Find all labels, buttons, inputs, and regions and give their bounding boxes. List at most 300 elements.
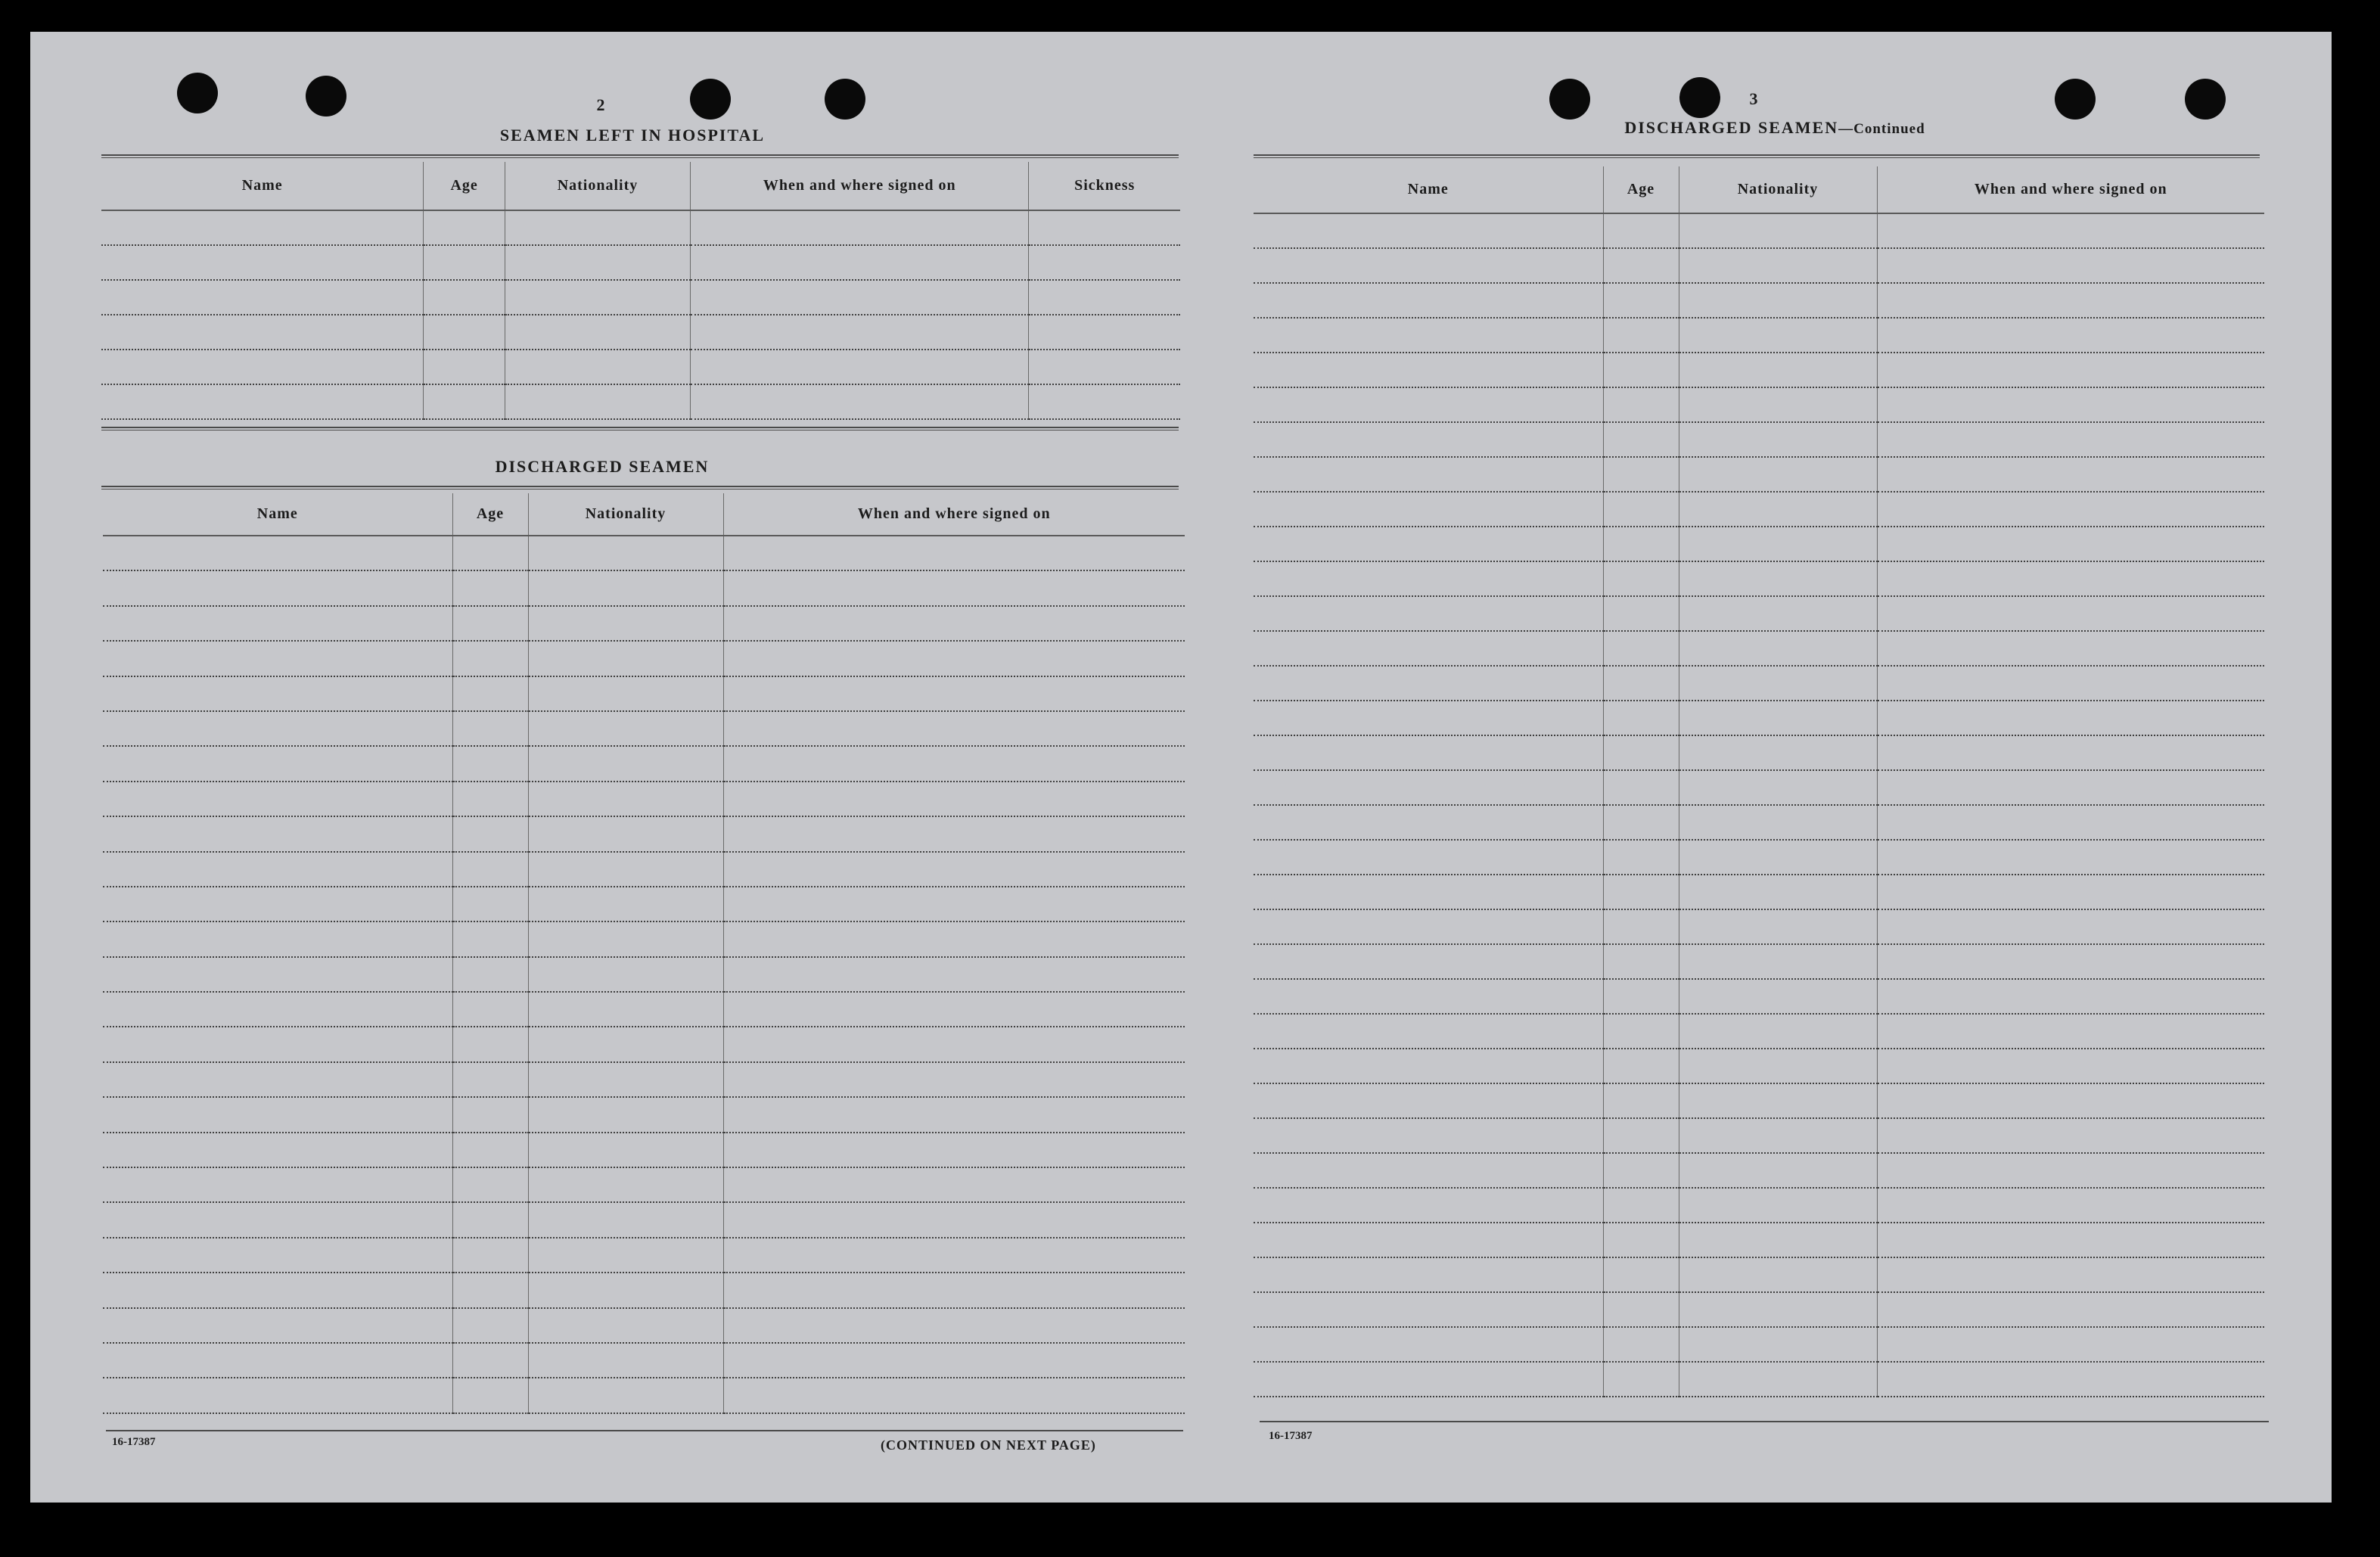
discharged-table-continued: [1254, 166, 2264, 1397]
cell-signed-on[interactable]: [723, 1238, 1185, 1273]
cell-name[interactable]: [103, 1062, 452, 1097]
cell-signed-on[interactable]: [723, 570, 1185, 605]
cell-name[interactable]: [1254, 1083, 1603, 1118]
cell-name[interactable]: [1254, 1292, 1603, 1327]
cell-signed-on[interactable]: [691, 210, 1029, 245]
cell-age[interactable]: [1603, 701, 1679, 735]
cell-age[interactable]: [1603, 353, 1679, 387]
cell-name[interactable]: [103, 1308, 452, 1343]
cell-age[interactable]: [424, 384, 505, 419]
cell-nationality[interactable]: [1679, 1014, 1877, 1049]
cell-sickness[interactable]: [1029, 210, 1180, 245]
cell-nationality[interactable]: [528, 1378, 723, 1412]
cell-signed-on[interactable]: [723, 641, 1185, 676]
table-row: [103, 1273, 1185, 1307]
cell-age[interactable]: [452, 536, 528, 570]
cell-age[interactable]: [452, 1378, 528, 1412]
cell-name[interactable]: [1254, 735, 1603, 770]
cell-nationality[interactable]: [1679, 422, 1877, 457]
table-row: [1254, 561, 2264, 596]
cell-name[interactable]: [103, 1167, 452, 1202]
cell-age[interactable]: [1603, 1014, 1679, 1049]
cell-signed-on[interactable]: [691, 280, 1029, 315]
table-row: [1254, 457, 2264, 492]
cell-name[interactable]: [101, 350, 424, 384]
cell-age[interactable]: [452, 1343, 528, 1378]
cell-age[interactable]: [452, 641, 528, 676]
cell-nationality[interactable]: [528, 992, 723, 1027]
cell-name[interactable]: [1254, 353, 1603, 387]
table-row: [103, 1133, 1185, 1167]
cell-age[interactable]: [452, 1308, 528, 1343]
cell-signed-on[interactable]: [723, 536, 1185, 570]
cell-nationality[interactable]: [528, 1343, 723, 1378]
cell-age[interactable]: [1603, 735, 1679, 770]
cell-name[interactable]: [103, 957, 452, 992]
cell-nationality[interactable]: [528, 606, 723, 641]
cell-age[interactable]: [452, 1202, 528, 1237]
cell-nationality[interactable]: [1679, 387, 1877, 422]
cell-age[interactable]: [1603, 1292, 1679, 1327]
cell-signed-on[interactable]: [1877, 561, 2264, 596]
cell-nationality[interactable]: [505, 384, 690, 419]
cell-nationality[interactable]: [528, 887, 723, 921]
cell-name[interactable]: [1254, 631, 1603, 666]
cell-signed-on[interactable]: [1877, 875, 2264, 909]
cell-age[interactable]: [452, 921, 528, 956]
table-row: [1254, 1327, 2264, 1362]
cell-signed-on[interactable]: [1877, 840, 2264, 875]
cell-age[interactable]: [452, 992, 528, 1027]
cell-nationality[interactable]: [1679, 735, 1877, 770]
cell-signed-on[interactable]: [723, 887, 1185, 921]
cell-name[interactable]: [103, 782, 452, 816]
cell-nationality[interactable]: [528, 711, 723, 746]
cell-age[interactable]: [1603, 1153, 1679, 1188]
column-header-signed-on: When and where signed on: [691, 162, 1029, 210]
cell-signed-on[interactable]: [1877, 422, 2264, 457]
table-row: [1254, 840, 2264, 875]
cell-nationality[interactable]: [505, 315, 690, 350]
cell-signed-on[interactable]: [723, 1273, 1185, 1307]
cell-age[interactable]: [1603, 909, 1679, 944]
cell-sickness[interactable]: [1029, 384, 1180, 419]
cell-name[interactable]: [103, 711, 452, 746]
table-row: [1254, 979, 2264, 1014]
cell-age[interactable]: [424, 280, 505, 315]
cell-age[interactable]: [1603, 666, 1679, 701]
cell-sickness[interactable]: [1029, 280, 1180, 315]
cell-name[interactable]: [103, 1238, 452, 1273]
cell-signed-on[interactable]: [1877, 1014, 2264, 1049]
cell-name[interactable]: [103, 676, 452, 711]
cell-age[interactable]: [452, 570, 528, 605]
cell-age[interactable]: [452, 1167, 528, 1202]
cell-age[interactable]: [424, 245, 505, 280]
cell-nationality[interactable]: [528, 1308, 723, 1343]
cell-nationality[interactable]: [505, 280, 690, 315]
cell-nationality[interactable]: [1679, 248, 1877, 283]
cell-age[interactable]: [424, 350, 505, 384]
cell-name[interactable]: [103, 641, 452, 676]
cell-nationality[interactable]: [528, 570, 723, 605]
cell-name[interactable]: [1254, 561, 1603, 596]
cell-nationality[interactable]: [528, 957, 723, 992]
table-row: [1254, 1014, 2264, 1049]
cell-nationality[interactable]: [1679, 840, 1877, 875]
table-row: [1254, 318, 2264, 353]
cell-age[interactable]: [1603, 318, 1679, 353]
cell-age[interactable]: [452, 1027, 528, 1061]
cell-signed-on[interactable]: [723, 606, 1185, 641]
cell-signed-on[interactable]: [1877, 492, 2264, 527]
cell-name[interactable]: [103, 1202, 452, 1237]
cell-nationality[interactable]: [528, 1133, 723, 1167]
cell-signed-on[interactable]: [1877, 1362, 2264, 1397]
bottom-rule: [106, 1430, 1183, 1431]
cell-nationality[interactable]: [528, 746, 723, 781]
cell-nationality[interactable]: [1679, 1257, 1877, 1292]
cell-signed-on[interactable]: [723, 992, 1185, 1027]
discharged-continued-title: [1510, 118, 2040, 138]
cell-age[interactable]: [1603, 631, 1679, 666]
cell-age[interactable]: [452, 1062, 528, 1097]
cell-name[interactable]: [1254, 1049, 1603, 1083]
cell-age[interactable]: [1603, 1049, 1679, 1083]
cell-nationality[interactable]: [1679, 1153, 1877, 1188]
table-row: [101, 350, 1180, 384]
cell-name[interactable]: [103, 570, 452, 605]
cell-nationality[interactable]: [528, 1027, 723, 1061]
cell-age[interactable]: [1603, 944, 1679, 979]
cell-signed-on[interactable]: [1877, 770, 2264, 805]
cell-signed-on[interactable]: [723, 852, 1185, 887]
cell-nationality[interactable]: [1679, 979, 1877, 1014]
cell-name[interactable]: [103, 1133, 452, 1167]
cell-signed-on[interactable]: [1877, 1153, 2264, 1188]
table-row: [1254, 1257, 2264, 1292]
cell-signed-on[interactable]: [1877, 666, 2264, 701]
cell-age[interactable]: [1603, 283, 1679, 318]
cell-name[interactable]: [103, 1378, 452, 1412]
cell-age[interactable]: [1603, 770, 1679, 805]
table-row: [103, 606, 1185, 641]
cell-signed-on[interactable]: [723, 1027, 1185, 1061]
cell-nationality[interactable]: [1679, 213, 1877, 248]
cell-age[interactable]: [452, 606, 528, 641]
cell-age[interactable]: [424, 315, 505, 350]
cell-signed-on[interactable]: [723, 676, 1185, 711]
cell-signed-on[interactable]: [691, 384, 1029, 419]
cell-signed-on[interactable]: [1877, 1292, 2264, 1327]
cell-age[interactable]: [1603, 1188, 1679, 1223]
cell-signed-on[interactable]: [1877, 735, 2264, 770]
cell-nationality[interactable]: [1679, 318, 1877, 353]
table-row: [103, 1027, 1185, 1061]
cell-signed-on[interactable]: [1877, 527, 2264, 561]
cell-name[interactable]: [1254, 701, 1603, 735]
cell-name[interactable]: [103, 1027, 452, 1061]
cell-age[interactable]: [452, 1133, 528, 1167]
cell-age[interactable]: [452, 1238, 528, 1273]
table-row: [103, 1238, 1185, 1273]
cell-signed-on[interactable]: [1877, 387, 2264, 422]
cell-nationality[interactable]: [1679, 666, 1877, 701]
cell-age[interactable]: [452, 676, 528, 711]
cell-signed-on[interactable]: [723, 746, 1185, 781]
cell-signed-on[interactable]: [1877, 283, 2264, 318]
cell-name[interactable]: [103, 1273, 452, 1307]
cell-name[interactable]: [103, 536, 452, 570]
cell-nationality[interactable]: [1679, 1049, 1877, 1083]
cell-nationality[interactable]: [528, 1062, 723, 1097]
cell-nationality[interactable]: [1679, 701, 1877, 735]
cell-signed-on[interactable]: [723, 1202, 1185, 1237]
cell-nationality[interactable]: [1679, 527, 1877, 561]
cell-signed-on[interactable]: [723, 1308, 1185, 1343]
cell-sickness[interactable]: [1029, 315, 1180, 350]
cell-signed-on[interactable]: [723, 782, 1185, 816]
cell-age[interactable]: [1603, 1118, 1679, 1153]
cell-signed-on[interactable]: [691, 315, 1029, 350]
cell-nationality[interactable]: [1679, 457, 1877, 492]
cell-age[interactable]: [452, 957, 528, 992]
cell-nationality[interactable]: [1679, 631, 1877, 666]
cell-nationality[interactable]: [1679, 492, 1877, 527]
cell-signed-on[interactable]: [1877, 1083, 2264, 1118]
cell-age[interactable]: [424, 210, 505, 245]
cell-age[interactable]: [1603, 840, 1679, 875]
cell-nationality[interactable]: [528, 641, 723, 676]
cell-name[interactable]: [1254, 1257, 1603, 1292]
cell-age[interactable]: [1603, 1362, 1679, 1397]
cell-sickness[interactable]: [1029, 245, 1180, 280]
ledger-sheet: [30, 32, 2332, 1503]
cell-signed-on[interactable]: [1877, 1223, 2264, 1257]
cell-signed-on[interactable]: [723, 1062, 1185, 1097]
cell-nationality[interactable]: [1679, 1362, 1877, 1397]
cell-age[interactable]: [1603, 1223, 1679, 1257]
title-double-rule: [101, 154, 1179, 158]
cell-signed-on[interactable]: [1877, 248, 2264, 283]
cell-name[interactable]: [1254, 840, 1603, 875]
cell-name[interactable]: [1254, 770, 1603, 805]
cell-age[interactable]: [1603, 527, 1679, 561]
cell-age[interactable]: [1603, 979, 1679, 1014]
table-row: [1254, 353, 2264, 387]
cell-name[interactable]: [103, 1097, 452, 1132]
cell-nationality[interactable]: [528, 852, 723, 887]
cell-name[interactable]: [101, 384, 424, 419]
cell-signed-on[interactable]: [1877, 353, 2264, 387]
cell-age[interactable]: [1603, 596, 1679, 631]
cell-nationality[interactable]: [528, 782, 723, 816]
cell-age[interactable]: [1603, 805, 1679, 840]
cell-name[interactable]: [1254, 875, 1603, 909]
cell-signed-on[interactable]: [1877, 596, 2264, 631]
cell-name[interactable]: [1254, 422, 1603, 457]
cell-nationality[interactable]: [505, 350, 690, 384]
cell-name[interactable]: [1254, 283, 1603, 318]
cell-nationality[interactable]: [1679, 1223, 1877, 1257]
cell-name[interactable]: [103, 887, 452, 921]
table-row: [1254, 1153, 2264, 1188]
cell-age[interactable]: [1603, 457, 1679, 492]
cell-name[interactable]: [1254, 527, 1603, 561]
cell-nationality[interactable]: [1679, 875, 1877, 909]
cell-signed-on[interactable]: [723, 1167, 1185, 1202]
cell-nationality[interactable]: [1679, 283, 1877, 318]
cell-name[interactable]: [1254, 805, 1603, 840]
cell-age[interactable]: [452, 852, 528, 887]
cell-signed-on[interactable]: [723, 957, 1185, 992]
cell-signed-on[interactable]: [1877, 1257, 2264, 1292]
cell-signed-on[interactable]: [723, 1343, 1185, 1378]
cell-age[interactable]: [1603, 213, 1679, 248]
cell-nationality[interactable]: [505, 210, 690, 245]
cell-age[interactable]: [452, 1097, 528, 1132]
cell-name[interactable]: [101, 315, 424, 350]
cell-name[interactable]: [1254, 979, 1603, 1014]
cell-nationality[interactable]: [528, 1167, 723, 1202]
cell-signed-on[interactable]: [1877, 805, 2264, 840]
table-row: [103, 782, 1185, 816]
cell-signed-on[interactable]: [1877, 1118, 2264, 1153]
cell-nationality[interactable]: [1679, 596, 1877, 631]
cell-signed-on[interactable]: [1877, 909, 2264, 944]
cell-name[interactable]: [1254, 1118, 1603, 1153]
discharged-title-text: DISCHARGED SEAMEN: [1624, 118, 1839, 137]
cell-name[interactable]: [103, 606, 452, 641]
cell-name[interactable]: [103, 746, 452, 781]
cell-signed-on[interactable]: [1877, 701, 2264, 735]
cell-age[interactable]: [452, 746, 528, 781]
cell-name[interactable]: [1254, 1014, 1603, 1049]
column-header-signed-on: When and where signed on: [1877, 166, 2264, 213]
cell-age[interactable]: [452, 887, 528, 921]
cell-age[interactable]: [1603, 561, 1679, 596]
cell-name[interactable]: [1254, 666, 1603, 701]
cell-nationality[interactable]: [1679, 1292, 1877, 1327]
cell-age[interactable]: [1603, 1257, 1679, 1292]
cell-name[interactable]: [1254, 944, 1603, 979]
cell-name[interactable]: [1254, 909, 1603, 944]
cell-nationality[interactable]: [1679, 561, 1877, 596]
cell-name[interactable]: [103, 921, 452, 956]
cell-signed-on[interactable]: [723, 1133, 1185, 1167]
table-row: [1254, 944, 2264, 979]
cell-signed-on[interactable]: [1877, 1049, 2264, 1083]
cell-name[interactable]: [1254, 457, 1603, 492]
cell-name[interactable]: [1254, 318, 1603, 353]
cell-signed-on[interactable]: [723, 921, 1185, 956]
cell-age[interactable]: [452, 711, 528, 746]
cell-name[interactable]: [1254, 596, 1603, 631]
cell-signed-on[interactable]: [1877, 457, 2264, 492]
cell-nationality[interactable]: [528, 676, 723, 711]
cell-nationality[interactable]: [528, 1273, 723, 1307]
cell-name[interactable]: [103, 816, 452, 851]
cell-age[interactable]: [1603, 387, 1679, 422]
cell-nationality[interactable]: [1679, 770, 1877, 805]
cell-signed-on[interactable]: [1877, 944, 2264, 979]
cell-age[interactable]: [1603, 248, 1679, 283]
cell-age[interactable]: [1603, 1327, 1679, 1362]
cell-age[interactable]: [1603, 875, 1679, 909]
cell-signed-on[interactable]: [1877, 631, 2264, 666]
cell-signed-on[interactable]: [1877, 318, 2264, 353]
cell-nationality[interactable]: [528, 536, 723, 570]
cell-name[interactable]: [1254, 1153, 1603, 1188]
cell-nationality[interactable]: [1679, 909, 1877, 944]
cell-sickness[interactable]: [1029, 350, 1180, 384]
cell-age[interactable]: [1603, 1083, 1679, 1118]
table-row: [1254, 1049, 2264, 1083]
cell-age[interactable]: [452, 1273, 528, 1307]
cell-nationality[interactable]: [528, 1238, 723, 1273]
continued-suffix: —Continued: [1838, 121, 1925, 137]
cell-nationality[interactable]: [528, 816, 723, 851]
cell-nationality[interactable]: [1679, 1083, 1877, 1118]
cell-signed-on[interactable]: [723, 1378, 1185, 1412]
title-double-rule: [101, 486, 1179, 489]
cell-name[interactable]: [1254, 387, 1603, 422]
table-row: [1254, 666, 2264, 701]
cell-signed-on[interactable]: [723, 711, 1185, 746]
cell-age[interactable]: [1603, 422, 1679, 457]
cell-name[interactable]: [1254, 213, 1603, 248]
cell-age[interactable]: [1603, 492, 1679, 527]
cell-signed-on[interactable]: [723, 816, 1185, 851]
cell-nationality[interactable]: [505, 245, 690, 280]
cell-nationality[interactable]: [1679, 1188, 1877, 1223]
cell-name[interactable]: [101, 210, 424, 245]
cell-nationality[interactable]: [1679, 805, 1877, 840]
cell-name[interactable]: [101, 245, 424, 280]
cell-signed-on[interactable]: [691, 245, 1029, 280]
cell-name[interactable]: [1254, 1188, 1603, 1223]
table-row: [1254, 422, 2264, 457]
bottom-rule: [1260, 1421, 2269, 1422]
cell-nationality[interactable]: [1679, 944, 1877, 979]
cell-nationality[interactable]: [528, 1202, 723, 1237]
cell-name[interactable]: [1254, 1223, 1603, 1257]
cell-nationality[interactable]: [1679, 1327, 1877, 1362]
cell-signed-on[interactable]: [691, 350, 1029, 384]
cell-age[interactable]: [452, 816, 528, 851]
cell-nationality[interactable]: [1679, 353, 1877, 387]
cell-name[interactable]: [101, 280, 424, 315]
cell-signed-on[interactable]: [1877, 1188, 2264, 1223]
cell-name[interactable]: [1254, 1327, 1603, 1362]
table-row: [1254, 596, 2264, 631]
left-page: [30, 32, 1181, 1503]
cell-name[interactable]: [1254, 492, 1603, 527]
cell-name[interactable]: [103, 992, 452, 1027]
cell-signed-on[interactable]: [723, 1097, 1185, 1132]
cell-name[interactable]: [103, 852, 452, 887]
cell-signed-on[interactable]: [1877, 979, 2264, 1014]
cell-name[interactable]: [103, 1343, 452, 1378]
cell-name[interactable]: [1254, 248, 1603, 283]
cell-age[interactable]: [452, 782, 528, 816]
cell-nationality[interactable]: [528, 1097, 723, 1132]
cell-nationality[interactable]: [528, 921, 723, 956]
cell-signed-on[interactable]: [1877, 1327, 2264, 1362]
cell-nationality[interactable]: [1679, 1118, 1877, 1153]
cell-signed-on[interactable]: [1877, 213, 2264, 248]
cell-name[interactable]: [1254, 1362, 1603, 1397]
